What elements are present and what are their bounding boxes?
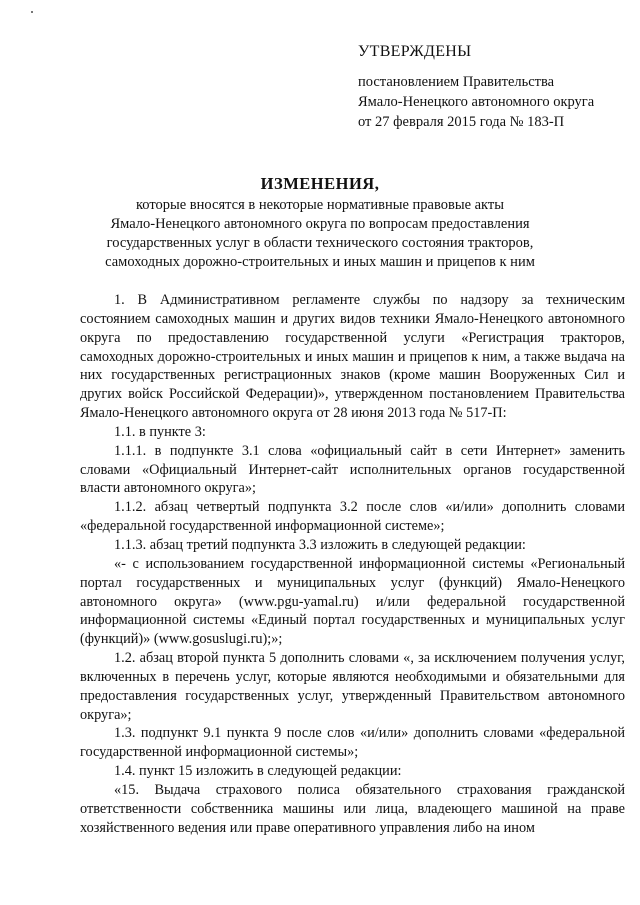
- paragraph: «15. Выдача страхового полиса обязательного страхования гражданской ответственности собственника машины или лица, владеющего машиной на праве хозяйственного ведения или праве оперативного управления либо на ином: [80, 781, 625, 836]
- approval-line: от 27 февраля 2015 года № 183-П: [358, 114, 565, 130]
- paragraph: 1.1.2. абзац четвертый подпункта 3.2 после слов «и/или» дополнить словами «федеральной государственной информационной системе»;: [80, 499, 625, 535]
- approval-title: УТВЕРЖДЕНЫ: [358, 43, 472, 60]
- document-body: [80, 291, 625, 837]
- paragraph: 1.2. абзац второй пункта 5 дополнить словами «, за исключением получения услуг, включенных в перечень услуг, которые являются необходимыми и обязательными для предоставления государственных услуг, утвержденный Правительством автономного округа»;: [80, 650, 625, 723]
- paragraph: 1.4. пункт 15 изложить в следующей редакции:: [114, 763, 402, 780]
- document-heading: [80, 174, 560, 272]
- heading-line: самоходных дорожно-строительных и иных машин и прицепов к ним: [105, 254, 535, 270]
- paragraph: 1.1.1. в подпункте 3.1 слова «официальный сайт в сети Интернет» заменить словами «Официальный Интернет-сайт исполнительных органов государственной власти автономного округа»;: [80, 442, 625, 497]
- paragraph: 1.1.3. абзац третий подпункта 3.3 изложить в следующей редакции:: [114, 536, 526, 553]
- heading-title: ИЗМЕНЕНИЯ,: [260, 174, 380, 193]
- paragraph: 1.3. подпункт 9.1 пункта 9 после слов «и/или» дополнить словами «федеральной государственной информационной системы»;: [80, 725, 625, 761]
- heading-line: Ямало-Ненецкого автономного округа по вопросам предоставления: [110, 216, 530, 232]
- paragraph: 1. В Административном регламенте службы по надзору за техническим состоянием самоходных машин и других видов техники Ямало-Ненецкого автономного округа по предоставлению государственной услуги «Регистрация тракторов, самоходных дорожно-строительных и иных машин и прицепов к ним, а также выдача на них государственных регистрационных знаков (кроме машин Вооруженных Сил и других войск Российской Федерации)», утвержденном постановлением Правительства Ямало-Ненецкого автономного округа от 28 июня 2013 года № 517-П:: [80, 292, 625, 422]
- paragraph: «- с использованием государственной информационной системы «Региональный портал государственных и муниципальных услуг (функций) Ямало-Ненецкого автономного округа» (www.pgu-yamal.ru) и/или федеральной государственной информационной системы «Единый портал государственных и муниципальных услуг (функций)» (www.gosuslugi.ru);»;: [80, 555, 625, 648]
- approval-line: постановлением Правительства: [358, 74, 555, 90]
- approval-block: [345, 40, 615, 132]
- paragraph: 1.1. в пункте 3:: [114, 423, 206, 440]
- approval-line: Ямало-Ненецкого автономного округа: [358, 94, 595, 110]
- scan-speck: [31, 11, 33, 13]
- heading-line: которые вносятся в некоторые нормативные правовые акты: [135, 197, 504, 213]
- heading-line: государственных услуг в области технического состояния тракторов,: [106, 235, 534, 251]
